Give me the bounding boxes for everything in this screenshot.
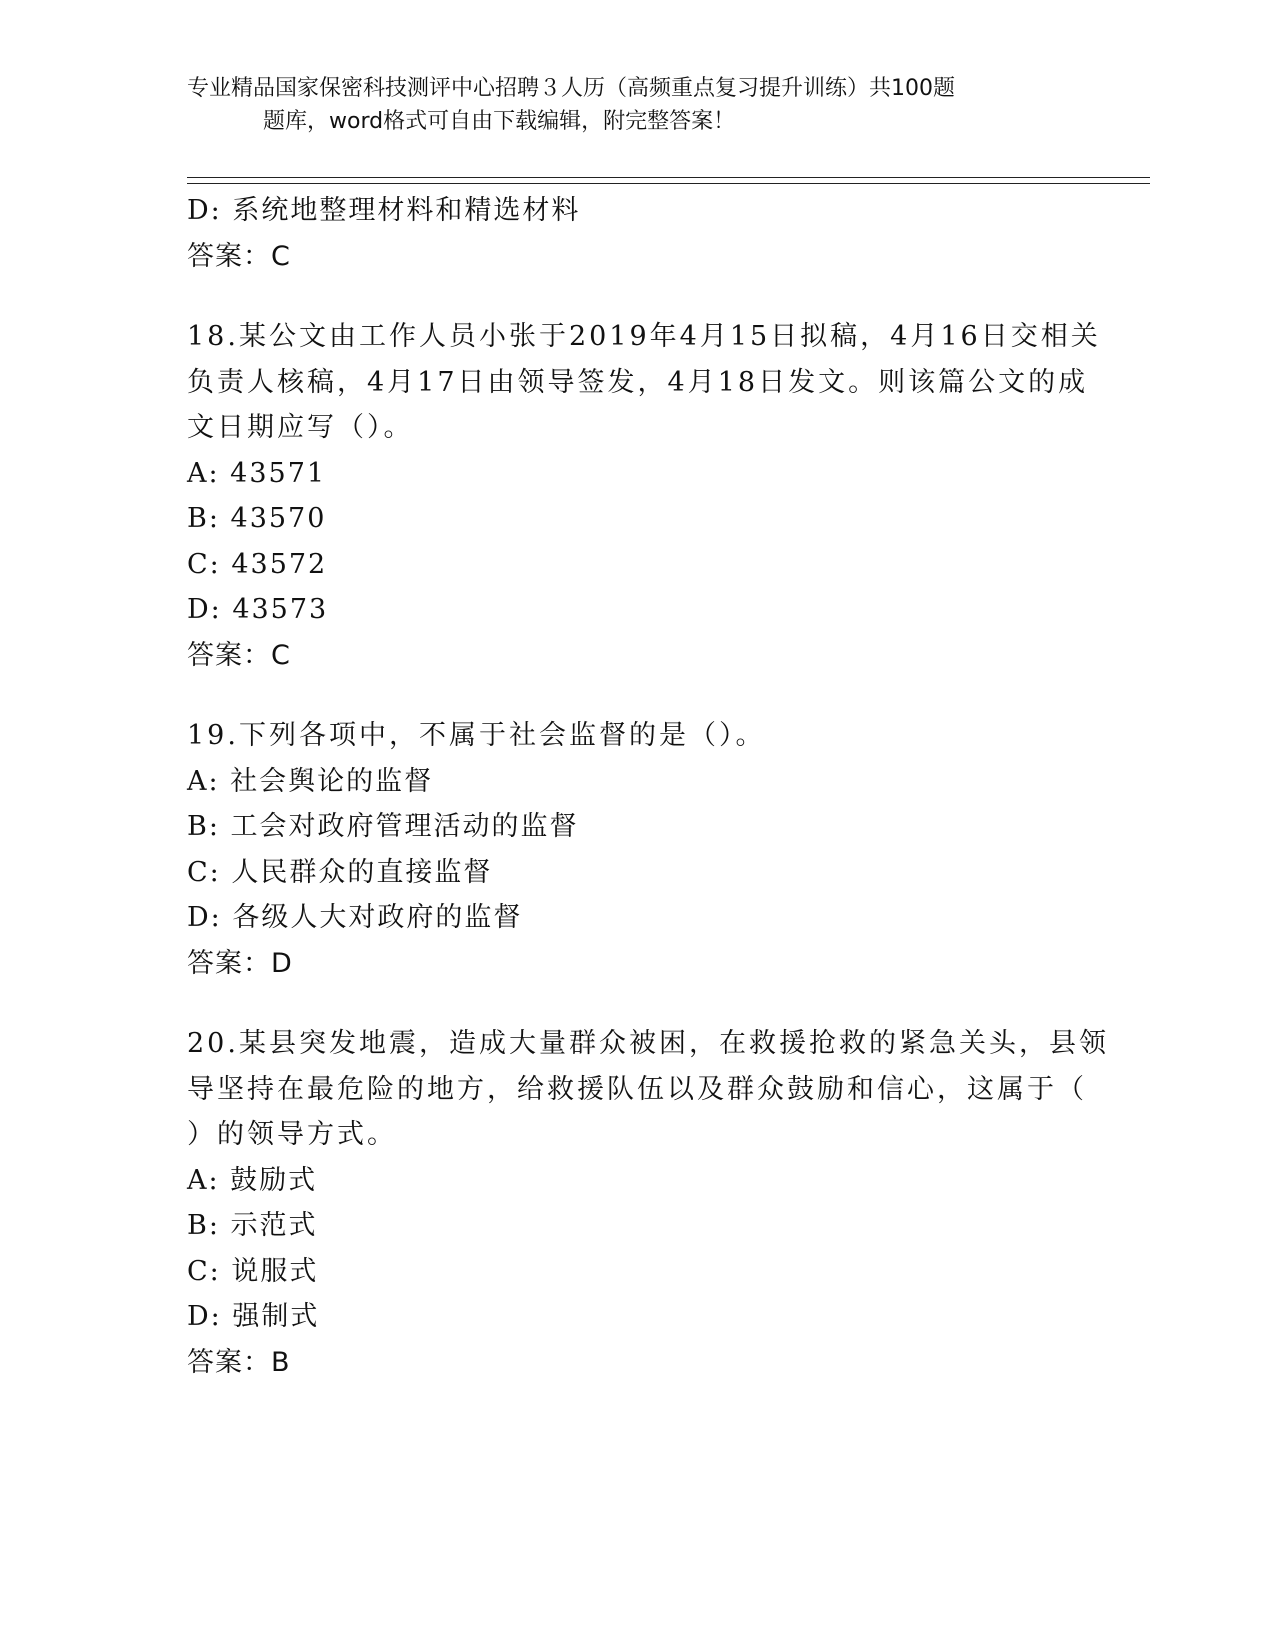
document-body [187, 188, 1109, 1385]
header-title-line-1: 专业精品国家保密科技测评中心招聘３人历（高频重点复习提升训练）共100题 [187, 76, 955, 101]
document-header [187, 72, 1067, 138]
question-stem-line: 18.某公文由工作人员小张于2019年4月15日拟稿，4月16日交相关 [187, 321, 1101, 352]
option-c: C: 人民群众的直接监督 [187, 856, 493, 888]
answer-line: 答案：C [187, 240, 291, 272]
header-divider-bottom [187, 183, 1150, 184]
option-a: A: 社会舆论的监督 [187, 765, 434, 797]
option-c: C: 43572 [187, 548, 328, 580]
option-b: B: 工会对政府管理活动的监督 [187, 811, 579, 842]
answer-line: 答案：C [187, 639, 291, 671]
question-20 [187, 1021, 1109, 1385]
question-stem-line: 导坚持在最危险的地方，给救援队伍以及群众鼓励和信心，这属于（ [187, 1073, 1087, 1105]
answer-line: 答案：D [187, 947, 293, 979]
option-d: D: 强制式 [187, 1301, 320, 1332]
header-divider-top [187, 177, 1150, 178]
option-b: B: 示范式 [187, 1210, 318, 1241]
option-a: A: 43571 [187, 457, 327, 489]
option-b: B: 43570 [187, 503, 327, 534]
option-d: D: 系统地整理材料和精选材料 [187, 195, 581, 226]
question-19 [187, 713, 1087, 986]
spacer [187, 279, 1087, 314]
question-stem-line: 文日期应写（）。 [187, 412, 414, 443]
spacer [187, 986, 1087, 1021]
spacer [187, 678, 1087, 713]
option-c: C: 说服式 [187, 1255, 319, 1287]
question-stem-line: 19.下列各项中，不属于社会监督的是（）。 [187, 720, 766, 751]
question-stem-line: 负责人核稿，4月17日由领导签发，4月18日发文。则该篇公文的成 [187, 366, 1089, 398]
option-d: D: 各级人大对政府的监督 [187, 902, 523, 933]
option-a: A: 鼓励式 [187, 1164, 318, 1196]
question-stem-line: 20.某县突发地震，造成大量群众被困，在救援抢救的紧急关头，县领 [187, 1028, 1109, 1059]
answer-line: 答案：B [187, 1346, 291, 1378]
header-title-line-2: 题库，word格式可自由下载编辑，附完整答案！ [263, 109, 736, 134]
option-d: D: 43573 [187, 594, 329, 625]
question-18 [187, 314, 1101, 678]
question-stem-line: ）的领导方式。 [187, 1119, 397, 1150]
